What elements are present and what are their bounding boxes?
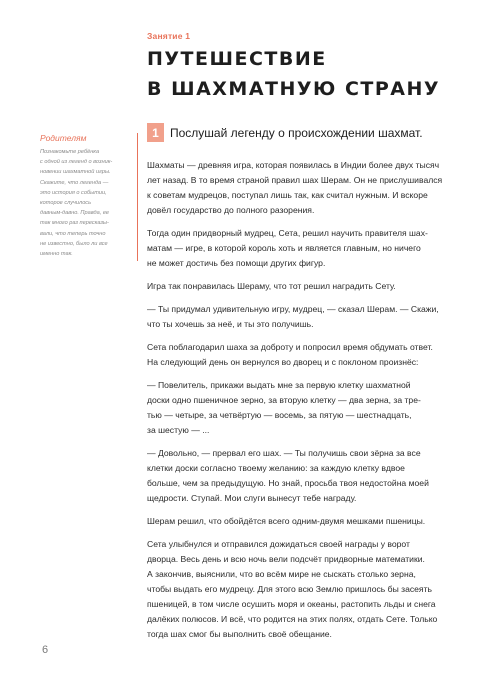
parents-note <box>40 133 138 261</box>
paragraph <box>147 302 467 332</box>
text-line: пшеницей, в том числе осушить моря и океаны, растопить льды и снега <box>147 599 436 609</box>
parents-note-line: Познакомьте ребёнка <box>40 149 100 155</box>
text-line: Игра так понравилась Шераму, что тот решил наградить Сету. <box>147 281 396 291</box>
paragraph <box>147 226 467 271</box>
paragraph <box>147 340 467 370</box>
parents-note-line: которое случилось <box>40 200 92 207</box>
paragraph <box>147 514 467 529</box>
text-line: не может достичь без помощи других фигур. <box>147 258 326 268</box>
text-line: клетки доски согласно твоему желанию: за каждую клетку вдвое <box>147 463 405 473</box>
parents-note-line: так много раз пересказы- <box>40 220 109 227</box>
task-number-badge: 1 <box>147 123 164 142</box>
title-line: ПУТЕШЕСТВИЕ <box>147 48 327 70</box>
paragraph <box>147 158 467 218</box>
text-line: больше, чем за предыдущую. Но знай, просьба твоя недостойна моей <box>147 478 429 488</box>
text-line: — Ты придумал удивительную игру, мудрец, — сказал Шерам. — Скажи, <box>147 304 439 314</box>
page-number: 6 <box>42 644 49 656</box>
text-line: лет назад. В то время страной правил шах Шерам. Он не прислушивался <box>147 175 443 185</box>
text-line: Сета улыбнулся и отправился дожидаться своей награды у ворот <box>147 539 410 549</box>
paragraph <box>147 279 467 294</box>
paragraph <box>147 537 467 642</box>
lesson-label: Занятие 1 <box>147 31 191 41</box>
parents-note-line: не известно, было ли все <box>40 240 108 247</box>
text-line: тогда шах смог бы выполнить своё обещание. <box>147 629 332 639</box>
parents-note-line: это история о событии, <box>40 189 107 196</box>
text-line: что ты хочешь за неё, и ты это получишь. <box>147 319 314 329</box>
text-line: чтобы выдать его мудрецу. Для этого всю Землю пришлось бы засеять <box>147 584 433 594</box>
parents-note-line: давным-давно. Правда, ее <box>40 210 110 217</box>
parents-note-line: вали, что теперь точно <box>40 230 106 237</box>
text-line: Шерам решил, что обойдётся всего одним-двумя мешками пшеницы. <box>147 516 426 526</box>
task-instruction: Послушай легенду о происхождении шахмат. <box>170 125 423 140</box>
text-line: Сета поблагодарил шаха за доброту и попросил время обдумать ответ. <box>147 342 433 352</box>
text-line: — Довольно, — прервал его шах. — Ты получишь свои зёрна за все <box>147 448 421 458</box>
parents-note-line: Скажите, что легенда — <box>40 179 109 186</box>
parents-note-line: с одной из легенд о возник- <box>40 159 113 166</box>
text-line: за шестую — ... <box>147 425 210 435</box>
text-line: Тогда один придворный мудрец, Сета, решил научить правителя шах- <box>147 228 428 238</box>
parents-note-line: именно так. <box>40 251 73 258</box>
page-title <box>147 44 440 104</box>
text-line: матам — игре, в которой король хоть и является главным, но ничего <box>147 243 421 253</box>
text-line: довёл государство до полного разорения. <box>147 205 315 215</box>
legend-text <box>147 158 467 650</box>
text-line: На следующий день он вернулся во дворец и с поклоном произнёс: <box>147 357 419 367</box>
text-line: — Повелитель, прикажи выдать мне за первую клетку шахматной <box>147 380 411 390</box>
text-line: дворца. Весь день и всю ночь вели подсчёт придворные математики. <box>147 554 425 564</box>
paragraph <box>147 446 467 506</box>
text-line: А закончив, выяснили, что во всём мире не сыскать столько зерна, <box>147 569 416 579</box>
parents-note-heading: Родителям <box>40 133 87 143</box>
text-line: доски одно пшеничное зерно, за вторую клетку — два зерна, за тре- <box>147 395 421 405</box>
text-line: тью — четыре, за четвёртую — восемь, за пятую — шестнадцать, <box>147 410 412 420</box>
parents-note-text <box>40 147 131 259</box>
title-line: В ШАХМАТНУЮ СТРАНУ <box>147 78 441 100</box>
parents-note-line: новении шахматной игры. <box>40 169 111 176</box>
task <box>147 123 423 142</box>
text-line: щедрости. Ступай. Мои слуги вынесут тебе награду. <box>147 493 357 503</box>
text-line: Шахматы — древняя игра, которая появилась в Индии более двух тысяч <box>147 160 440 170</box>
paragraph <box>147 378 467 438</box>
text-line: к советам мудрецов, поступал лишь так, как считал нужным. И вскоре <box>147 190 428 200</box>
text-line: далёких полюсов. И всё, что родится на этих полях, отдать Сете. Только <box>147 614 438 624</box>
